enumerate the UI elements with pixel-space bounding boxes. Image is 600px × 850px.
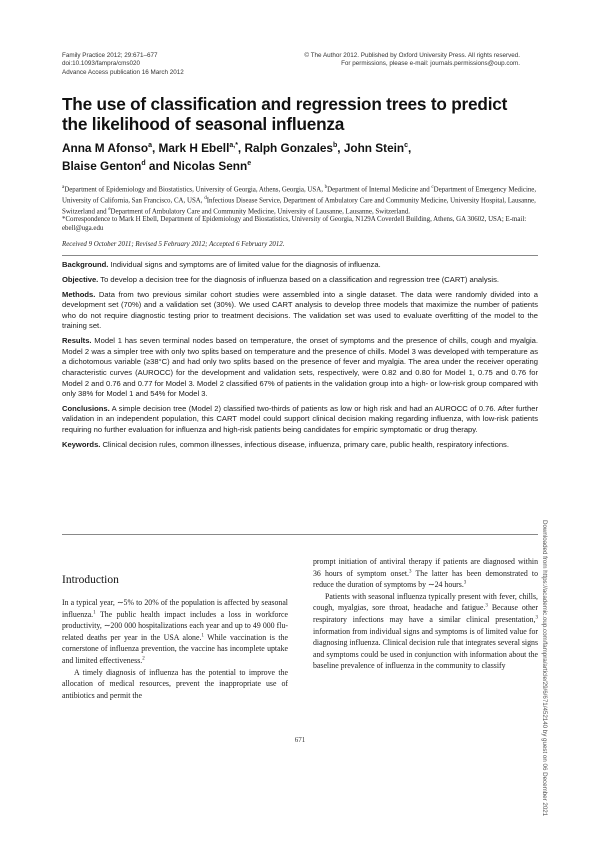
author-separator: , — [337, 140, 344, 155]
author-separator: , — [151, 140, 159, 155]
affiliation: Infectious Disease Service, Department of Ambulatory Care and Community Medicine, University Hospital, Lausanne, Switzerland and — [62, 197, 536, 215]
abstract-label: Results. — [62, 336, 92, 346]
abstract-keywords — [62, 440, 538, 451]
body-paragraph — [313, 591, 538, 672]
citation-sup[interactable]: 3 — [485, 603, 488, 609]
body-text: A timely diagnosis of influenza has the potential to improve the allocation of medical resources, prevent the inappropriate use of antibiotics and permit the — [62, 667, 288, 700]
abstract-text: Model 1 has seven terminal nodes based on temperature, the onset of symptoms and the presence of chills, cough and myalgia. Model 2 was a simpler tree with only two splits based on temperature and the presence of chills. Model 3 was developed with temperature as a dichotomous variable (≥38°C) and had only two splits based on the presence of fever and myalgia. The area under the receiver operating characteristic curves (AUROCC) for the development and validation sets, respectively, were 0.82 and 0.80 for Model 1, 0.75 and 0.76 for Model 2 and 0.76 and 0.77 for Model 3. Model 2 classified 67% of patients in the validation group into a high- or low-risk group compared with only 38% for Model 1 and 54% for Model 3. — [62, 336, 538, 399]
abstract-text: Individual signs and symptoms are of limited value for the diagnosis of influenza. — [108, 260, 381, 269]
affil-sup: e — [108, 206, 111, 212]
body-text: The latter has been demonstrated to reduce the duration of symptoms by ∼24 hours. — [313, 568, 538, 590]
body-text: Patients with seasonal influenza typically present with fever, chills, cough, myalgias, sore throat, headache and fatigue. — [313, 591, 538, 613]
author-affil-sup: a — [148, 142, 152, 149]
abstract-text: To develop a decision tree for the diagnosis of influenza based on a classification and regression tree (CART) analysis. — [98, 274, 500, 284]
citation-sup[interactable]: 2 — [142, 656, 145, 662]
affiliation: Department of Epidemiology and Biostatistics, University of Georgia, Athens, Georgia, USA, — [64, 186, 325, 194]
journal-header-left — [62, 52, 184, 77]
author-separator: and — [145, 158, 174, 173]
author-name: Anna M Afonso — [62, 140, 149, 155]
author-name: Nicolas Senn — [173, 158, 248, 173]
abstract-objective — [62, 275, 538, 286]
body-text: The public health impact includes a loss in workforce productivity, ∼200 000 hospitalizations each year and up to 49 000 flu-related deaths per year in the USA alone. — [62, 609, 288, 642]
abstract-bottom-rule — [62, 534, 538, 535]
citation-sup[interactable]: 3 — [535, 615, 538, 621]
abstract-conclusions — [62, 404, 538, 436]
correspondence: *Correspondence to Mark H Ebell, Department of Epidemiology and Biostatistics, University of Georgia, N129A Coverdell Building, Athens, GA 30602, USA; E-mail: ebell@uga.edu — [62, 216, 527, 232]
abstract-text: Clinical decision rules, common illnesses, infectious disease, influenza, primary care, public health, respiratory infections. — [100, 439, 509, 449]
body-paragraph — [62, 597, 288, 667]
affil-sup: c — [431, 185, 434, 190]
author-affil-sup: c — [404, 142, 409, 149]
citation-sup[interactable]: 1 — [93, 609, 96, 615]
author-separator: , — [237, 140, 245, 155]
abstract-label: Conclusions. — [62, 403, 110, 413]
permissions-notice: For permissions, please e-mail: journals.permissions@oup.com. — [341, 60, 520, 68]
abstract-label: Methods. — [62, 289, 96, 299]
affiliation: Department of Ambulatory Care and Community Medicine, University of Lausanne, Lausanne, Switzerland. — [110, 207, 411, 215]
body-text: prompt initiation of antiviral therapy if patients are diagnosed within 36 hours of symptom onset. — [313, 557, 538, 578]
body-column-right — [313, 556, 538, 672]
author-name: Mark H Ebell — [158, 140, 230, 155]
author-list — [62, 138, 542, 174]
author-affil-sup: b — [332, 142, 338, 149]
affil-sup: b — [324, 185, 328, 190]
author-affil-sup: d — [141, 159, 146, 167]
doi[interactable]: doi:10.1093/fampra/cms020 — [62, 60, 141, 68]
author-affil-sup: e — [247, 159, 252, 167]
author-name: John Stein — [343, 140, 405, 155]
author-name: Blaise Genton — [62, 158, 142, 173]
page-number: 671 — [294, 736, 306, 744]
affil-sup: a — [62, 185, 65, 190]
body-paragraph — [313, 556, 538, 591]
body-text: information from individual signs and symptoms is of limited value for diagnosing influenza. Clinical decision rule that integrates several signs and symptoms could be used in conjunction with information about the baseline prevalence of influenza in the community to classify — [313, 626, 539, 671]
body-text: While vaccination is the cornerstone of influenza prevention, the vaccine has incomplete uptake and limited effectiveness. — [62, 632, 288, 665]
body-text: Because other respiratory infections may have a similar clinical presentation, — [313, 603, 538, 624]
citation-sup[interactable]: 1 — [201, 633, 204, 639]
author-affil-sup: a,* — [229, 142, 238, 149]
body-text: In a typical year, ∼5% to 20% of the population is affected by seasonal influenza. — [62, 598, 288, 619]
affiliation: Department of Emergency Medicine, University of California, San Francisco, CA, USA, — [62, 186, 537, 205]
copyright-notice: © The Author 2012. Published by Oxford University Press. All rights reserved. — [304, 52, 520, 59]
abstract-results — [62, 336, 538, 400]
article-title: The use of classification and regression trees to predict the likelihood of seasonal influenza — [62, 94, 508, 134]
author-name: Ralph Gonzales — [244, 140, 333, 155]
affil-sup: d — [204, 195, 207, 201]
abstract — [62, 260, 538, 455]
abstract-text: Data from two previous similar cohort studies were assembled into a single dataset. The data were randomly divided into a development set (70%) and a validation set (30%). We used CART analysis to develop three models that maximize the number of patients who do not require diagnostic testing prior to treatment decisions. The validation set was used to evaluate overfitting of the model to the training set. — [62, 289, 538, 331]
abstract-background — [62, 260, 538, 271]
abstract-label: Keywords. — [62, 439, 101, 449]
author-separator: , — [408, 140, 412, 155]
citation-sup[interactable]: 3 — [409, 568, 412, 574]
abstract-text: A simple decision tree (Model 2) classified two-thirds of patients as low or high risk and had an AUROCC of 0.76. After further validation in an independent population, this CART model could support clinical decision making regarding influenza, with low-risk patients requiring no further evaluation for influenza and high-risk patients being candidates for empiric symptomatic or drug therapy. — [62, 403, 538, 435]
download-watermark: Downloaded from https://academic.oup.com/fampra/article/29/6/671/452140 by guest on 06 December 2021 — [541, 520, 548, 817]
affiliations — [62, 184, 538, 233]
body-paragraph — [62, 667, 288, 702]
journal-citation: Family Practice 2012; 29:671–677 — [62, 52, 158, 59]
abstract-label: Objective. — [62, 274, 99, 284]
affiliation: Department of Internal Medicine and — [327, 186, 432, 194]
body-column-left — [62, 573, 288, 701]
citation-sup[interactable]: 3 — [463, 580, 467, 586]
abstract-methods — [62, 290, 538, 332]
journal-header-right — [304, 52, 520, 69]
abstract-top-rule — [62, 255, 538, 256]
advance-access-date: Advance Access publication 16 March 2012 — [62, 68, 184, 76]
received-dates: Received 9 October 2011; Revised 5 February 2012; Accepted 6 February 2012. — [62, 241, 285, 248]
section-heading-introduction: Introduction — [62, 574, 119, 586]
abstract-label: Background. — [62, 260, 109, 269]
